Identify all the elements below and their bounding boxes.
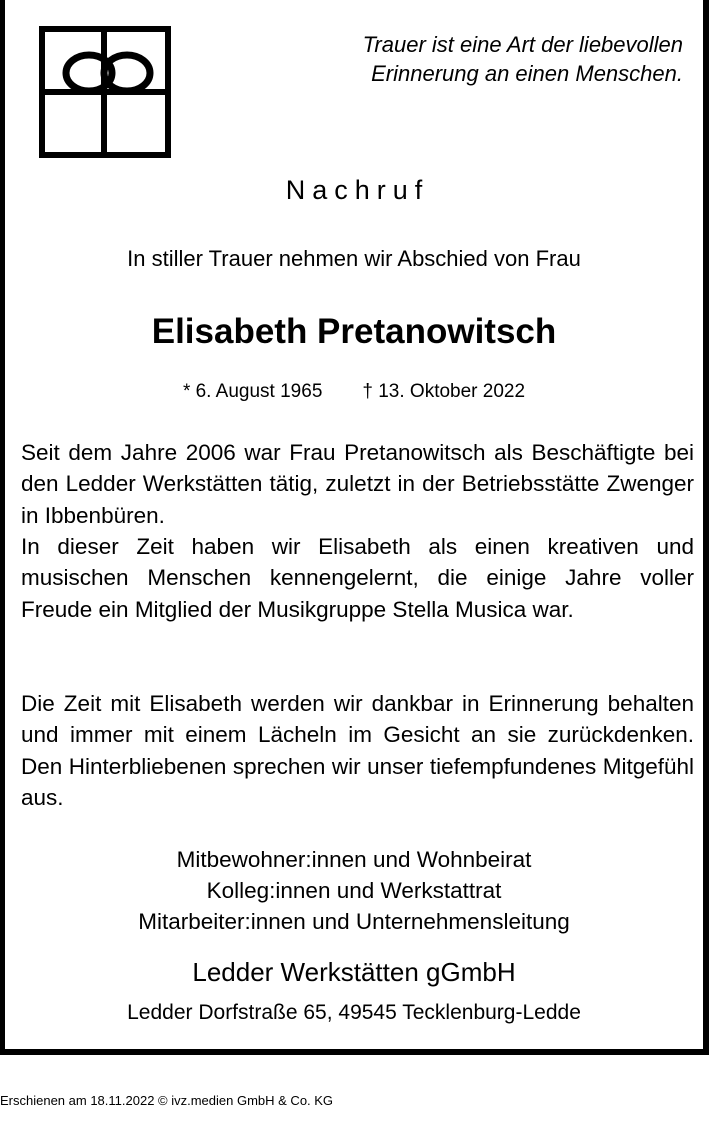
paragraph: Die Zeit mit Elisabeth werden wir dankbar in Erinnerung behalten und immer mit einem Lächeln im Gesicht an sie zurückdenken. Den Hinterbliebenen sprechen wir unser tiefempfundenes Mitgefühl aus. (21, 691, 694, 810)
cross-with-rings-icon (39, 26, 175, 160)
publication-footer: Erschienen am 18.11.2022 © ivz.medien GmbH & Co. KG (0, 1093, 334, 1108)
paragraph: Seit dem Jahre 2006 war Frau Pretanowitsch als Beschäftigte bei den Ledder Werkstätten tätig, zuletzt in der Betriebsstätte Zwenger in Ibbenbüren. (21, 440, 694, 528)
paragraph: In dieser Zeit haben wir Elisabeth als einen kreativen und musischen Menschen kennengelernt, die einige Jahre voller Freude ein Mitglied der Musikgruppe Stella Musica war. (21, 534, 694, 622)
deceased-name: Elisabeth Pretanowitsch (151, 312, 557, 351)
birth-date: * 6. August 1965 (182, 381, 323, 402)
heading: Nachruf (285, 175, 430, 205)
death-date: † 13. Oktober 2022 (362, 381, 526, 402)
signatory-line: Kolleg:innen und Werkstattrat (206, 878, 502, 903)
intro-line: In stiller Trauer nehmen wir Abschied von Frau (127, 246, 581, 271)
company-address: Ledder Dorfstraße 65, 49545 Tecklenburg-Ledde (127, 1001, 581, 1024)
signatory-line: Mitarbeiter:innen und Unternehmensleitung (138, 909, 570, 934)
life-dates (5, 381, 703, 403)
quote: Trauer ist eine Art der liebevollen Erinnerung an einen Menschen. (362, 32, 683, 86)
company-name: Ledder Werkstätten gGmbH (192, 957, 516, 987)
signatory-line: Mitbewohner:innen und Wohnbeirat (176, 847, 532, 872)
signatories (5, 844, 703, 937)
